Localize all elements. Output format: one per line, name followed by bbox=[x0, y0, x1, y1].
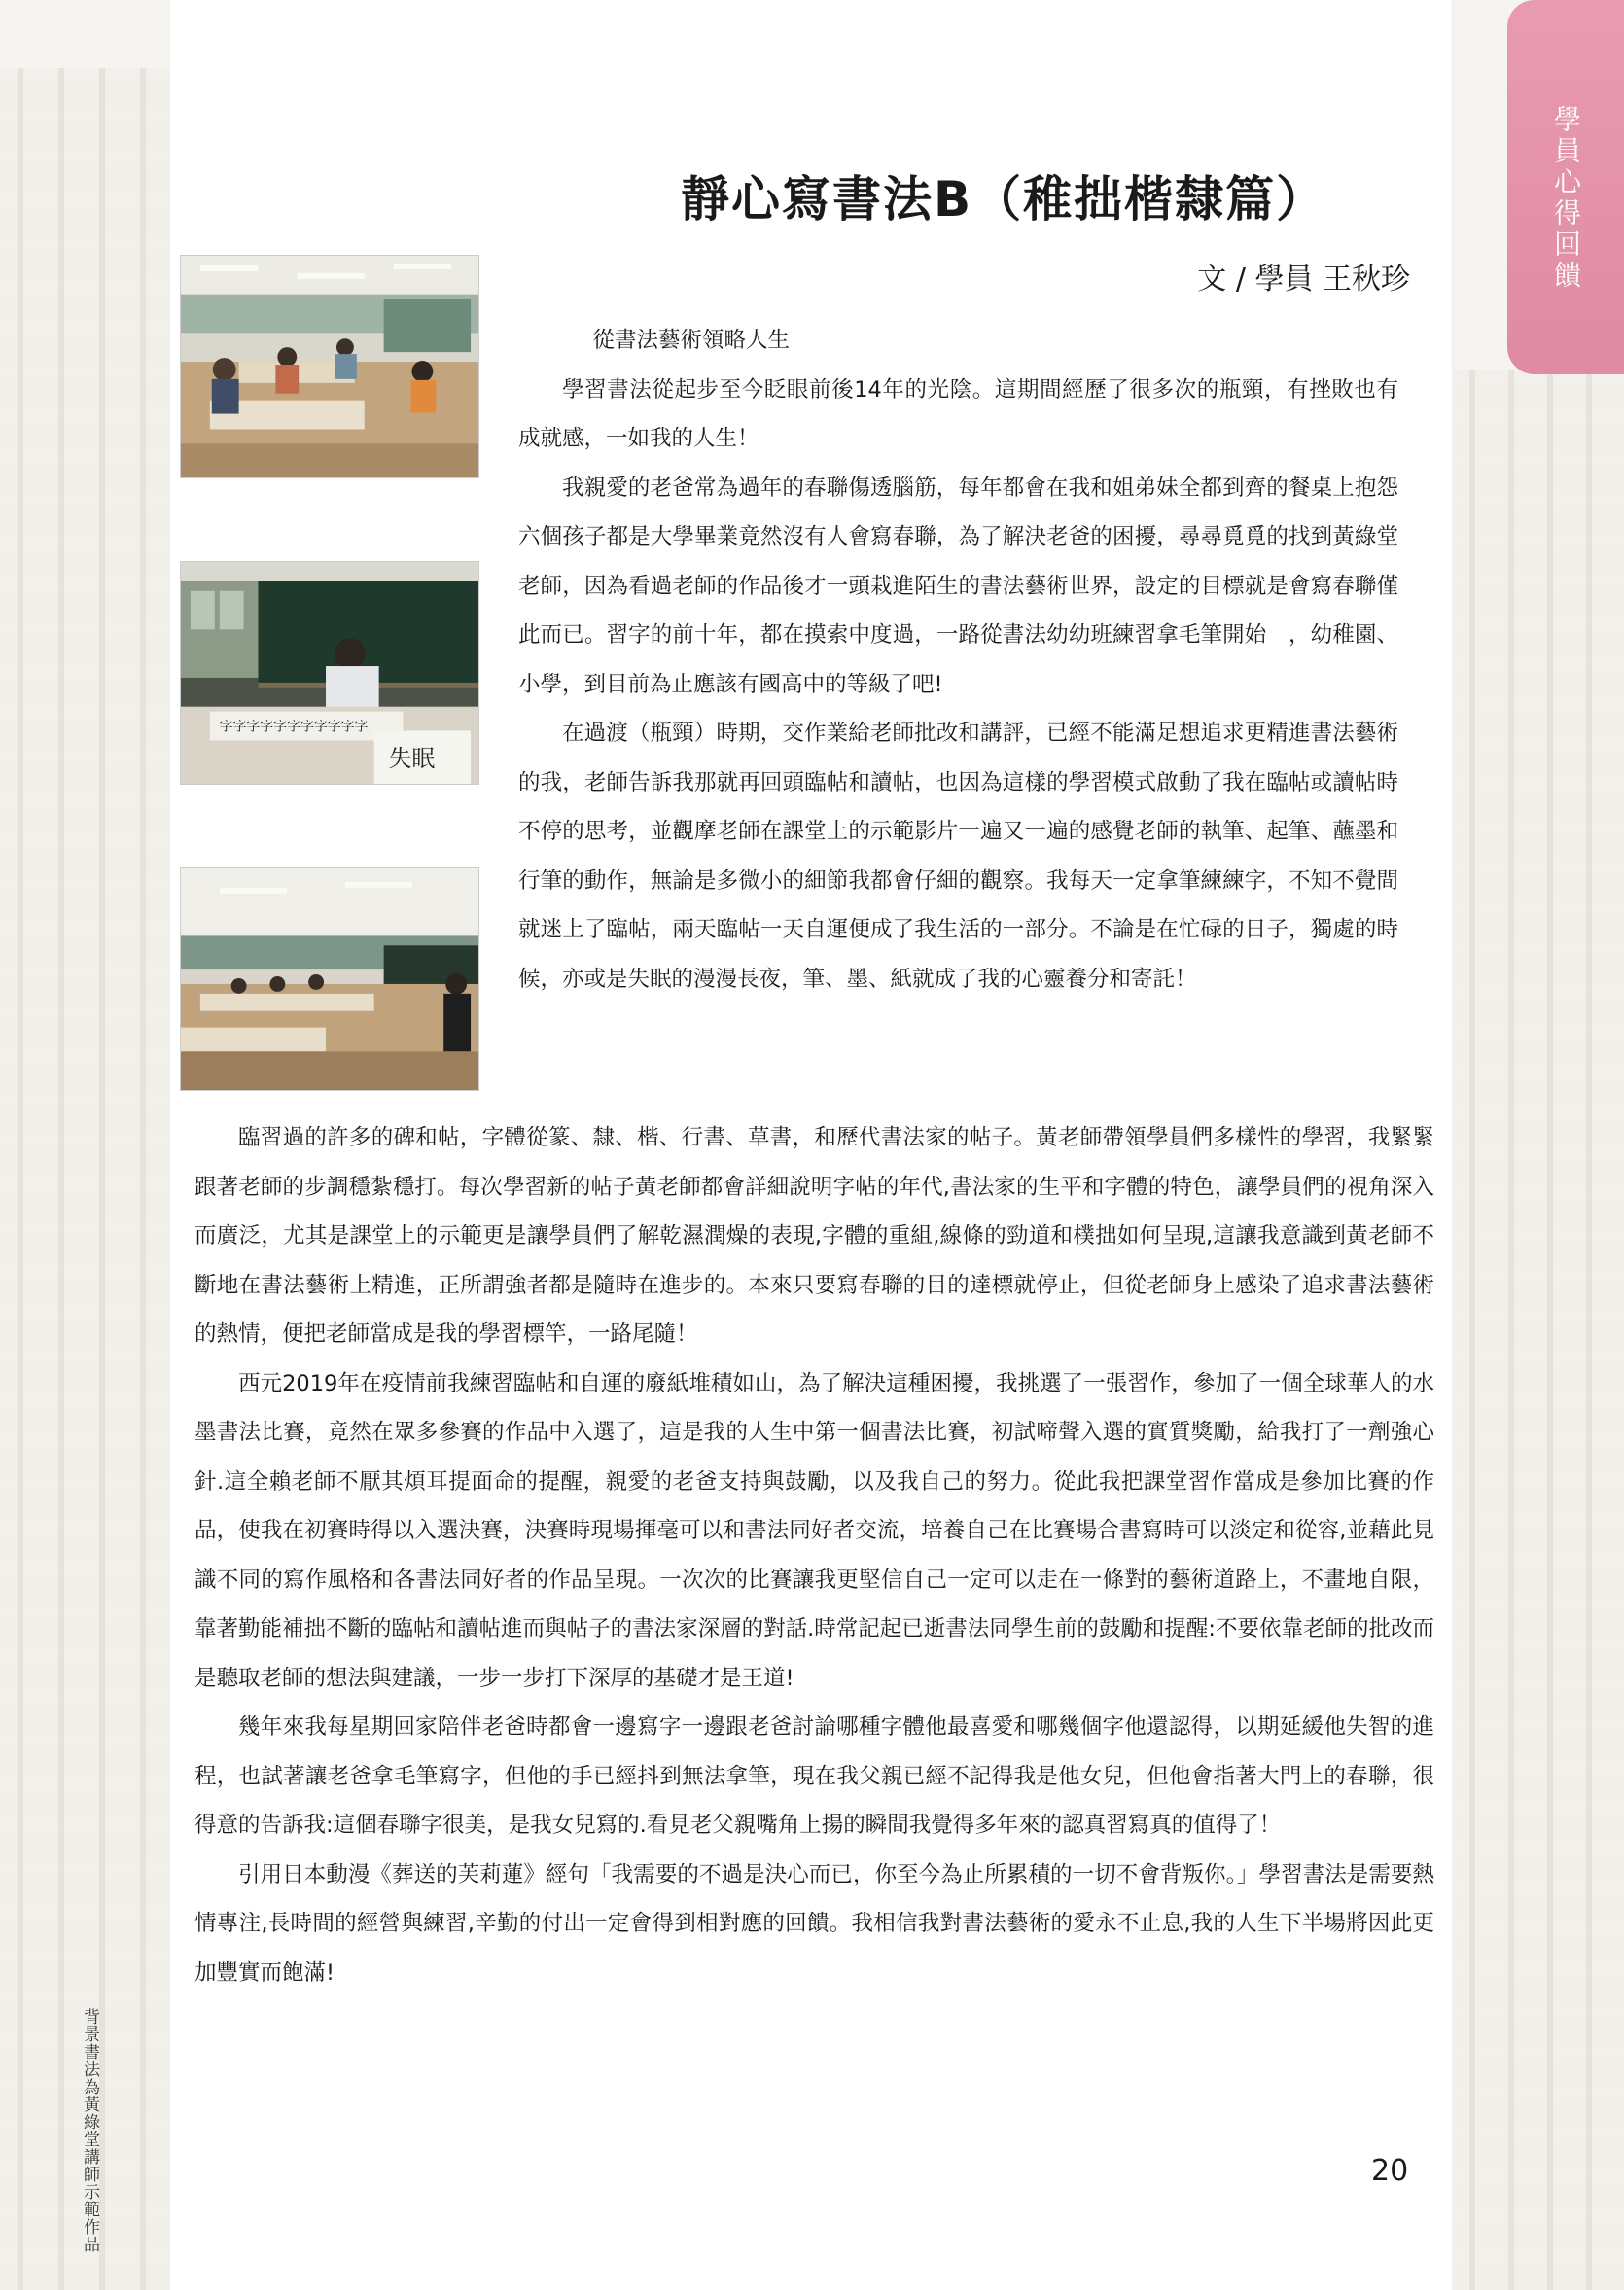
article-paragraph: 幾年來我每星期回家陪伴老爸時都會一邊寫字一邊跟老爸討論哪種字體他最喜愛和哪幾個字他還認得，以期延緩他失智的進程，也試著讓老爸拿毛筆寫字，但他的手已經抖到無法拿筆，現在我父親已經不記得我是他女兒，但他會指著大門上的春聯，很得意的告訴我:這個春聯字很美，是我女兒寫的.看見老父親嘴角上揚的瞬間我覺得多年來的認真習寫真的值得了！ bbox=[194, 1714, 1434, 1838]
article-paragraph: 臨習過的許多的碑和帖，字體從篆、隸、楷、行書、草書，和歷代書法家的帖子。黃老師帶領學員們多樣性的學習，我緊緊跟著老師的步調穩紮穩打。每次學習新的帖子黃老師都會詳細說明字帖的年代,書法家的生平和字體的特色，讓學員們的視角深入而廣泛，尤其是課堂上的示範更是讓學員們了解乾濕潤燥的表現,字體的重組,線條的勁道和樸拙如何呈現,這讓我意識到黃老師不斷地在書法藝術上精進，正所謂強者都是隨時在進步的。本來只要寫春聯的目的達標就停止，但從老師身上感染了追求書法藝術的熱情，便把老師當成是我的學習標竿，一路尾隨！ bbox=[194, 1125, 1434, 1347]
article-paragraph: 西元2019年在疫情前我練習臨帖和自運的廢紙堆積如山，為了解決這種困擾，我挑選了一張習作，參加了一個全球華人的水墨書法比賽，竟然在眾多參賽的作品中入選了，這是我的人生中第一個書法比賽，初試啼聲入選的實質獎勵，給我打了一劑強心針.這全賴老師不厭其煩耳提面命的提醒，親愛的老爸支持與鼓勵，以及我自己的努力。從此我把課堂習作當成是參加比賽的作品，使我在初賽時得以入選決賽，決賽時現場揮毫可以和書法同好者交流，培養自己在比賽場合書寫時可以淡定和從容,並藉此見識不同的寫作風格和各書法同好者的作品呈現。一次次的比賽讓我更堅信自己一定可以走在一條對的藝術道路上，不畫地自限，靠著勤能補拙不斷的臨帖和讀帖進而與帖子的書法家深層的對話.時常記起已逝書法同學生前的鼓勵和提醒:不要依靠老師的批改而是聽取老師的想法與建議，一步一步打下深厚的基礎才是王道! bbox=[194, 1370, 1434, 1691]
classroom-photo-students bbox=[180, 255, 479, 478]
article-paragraph: 學習書法從起步至今眨眼前後14年的光陰。這期間經歷了很多次的瓶頸，有挫敗也有成就感，一如我的人生！ bbox=[518, 376, 1398, 451]
article-column-text bbox=[518, 316, 1398, 1004]
background-top-left bbox=[0, 0, 170, 68]
article-full-width-text bbox=[194, 1113, 1434, 1997]
section-tab bbox=[1507, 0, 1624, 374]
article-paragraph: 我親愛的老爸常為過年的春聯傷透腦筋，每年都會在我和姐弟妹全都到齊的餐桌上抱怨六個孩子都是大學畢業竟然沒有人會寫春聯，為了解決老爸的困擾，尋尋覓覓的找到黃綠堂老師，因為看過老師的作品後才一頭栽進陌生的書法藝術世界，設定的目標就是會寫春聯僅此而已。習字的前十年，都在摸索中度過，一路從書法幼幼班練習拿毛筆開始 ，幼稚園、小學，到目前為止應該有國高中的等級了吧! bbox=[518, 475, 1398, 697]
page-number: 20 bbox=[1371, 2154, 1409, 2188]
classroom-photo-writing bbox=[180, 561, 479, 785]
article-paragraph: 引用日本動漫《葬送的芙莉蓮》經句「我需要的不過是決心而已，你至今為止所累積的一切不會背叛你。」學習書法是需要熱情專注,長時間的經營與練習,辛勤的付出一定會得到相對應的回饋。我相信我對書法藝術的愛永不止息,我的人生下半場將因此更加豐實而飽滿! bbox=[194, 1861, 1434, 1986]
calligraphy-background-left bbox=[0, 68, 170, 2290]
svg-text:失眠: 失眠 bbox=[388, 745, 436, 773]
calligraphy-background-right bbox=[1454, 370, 1624, 2290]
article-title: 靜心寫書法B（稚拙楷隸篇） bbox=[681, 171, 1327, 228]
article-subheading: 從書法藝術領略人生 bbox=[592, 328, 791, 353]
classroom-photo-teacher bbox=[180, 867, 479, 1091]
article-paragraph: 在過渡（瓶頸）時期，交作業給老師批改和講評，已經不能滿足想追求更精進書法藝術的我，老師告訴我那就再回頭臨帖和讀帖，也因為這樣的學習模式啟動了我在臨帖或讀帖時不停的思考，並觀摩老師在課堂上的示範影片一遍又一遍的感覺老師的執筆、起筆、蘸墨和行筆的動作，無論是多微小的細節我都會仔細的觀察。我每天一定拿筆練練字，不知不覺間就迷上了臨帖，兩天臨帖一天自運便成了我生活的一部分。不論是在忙碌的日子，獨處的時候，亦或是失眠的漫漫長夜，筆、墨、紙就成了我的心靈養分和寄託！ bbox=[518, 721, 1398, 992]
article-byline: 文 / 學員 王秋珍 bbox=[1197, 263, 1410, 297]
svg-text:字字字字字字字字字字字: 字字字字字字字字字字字 bbox=[219, 719, 369, 735]
section-tab-label: 學員心得回饋 bbox=[1550, 105, 1582, 292]
background-credit-note: 背景書法為黃綠堂講師示範作品 bbox=[80, 2008, 99, 2253]
